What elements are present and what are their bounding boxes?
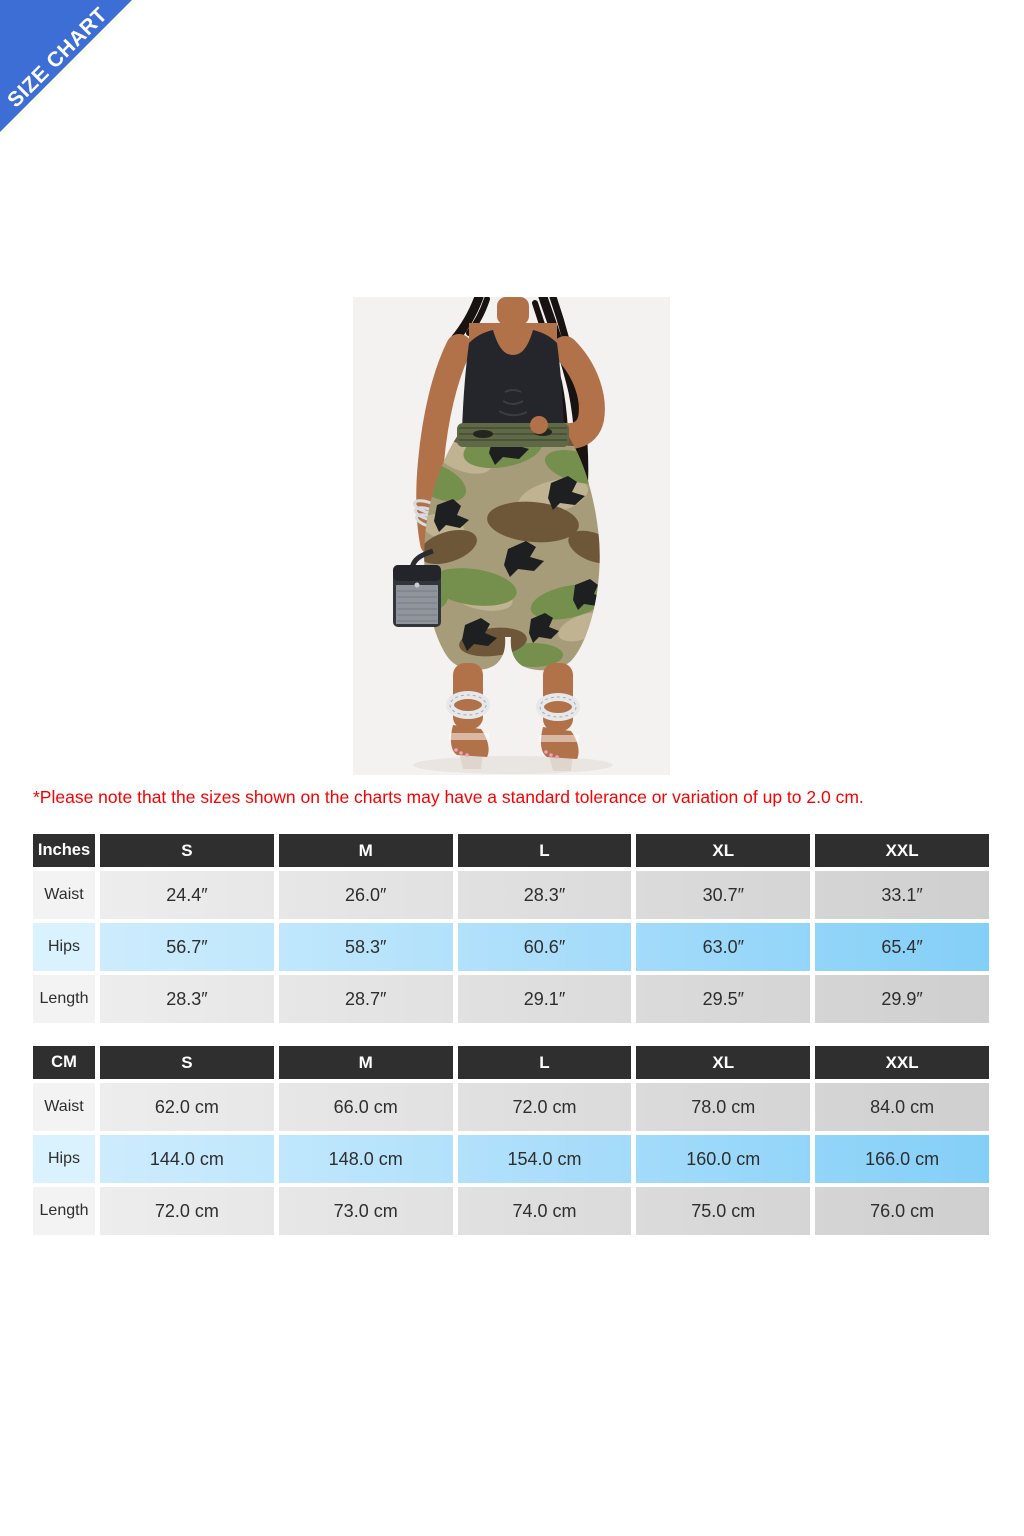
- size-value: 72.0 cm: [458, 1083, 632, 1131]
- row-label: Hips: [33, 923, 95, 971]
- size-value: 28.3″: [100, 975, 274, 1023]
- size-value: 24.4″: [100, 871, 274, 919]
- size-table-cm: [33, 1046, 989, 1235]
- size-value: 30.7″: [636, 871, 810, 919]
- row-label: Length: [33, 1187, 95, 1235]
- row-label: Waist: [33, 1083, 95, 1131]
- product-photo: [353, 297, 670, 775]
- size-column-header: M: [279, 1046, 453, 1079]
- model-illustration: [353, 297, 670, 775]
- size-value: 58.3″: [279, 923, 453, 971]
- size-value: 72.0 cm: [100, 1187, 274, 1235]
- ribbon-label: SIZE CHART: [3, 3, 113, 113]
- unit-header: CM: [33, 1046, 95, 1079]
- size-table-inches: [33, 834, 989, 1023]
- size-value: 56.7″: [100, 923, 274, 971]
- size-value: 160.0 cm: [636, 1135, 810, 1183]
- size-value: 66.0 cm: [279, 1083, 453, 1131]
- row-label: Hips: [33, 1135, 95, 1183]
- size-value: 74.0 cm: [458, 1187, 632, 1235]
- size-column-header: M: [279, 834, 453, 867]
- size-value: 29.9″: [815, 975, 989, 1023]
- size-value: 63.0″: [636, 923, 810, 971]
- size-value: 62.0 cm: [100, 1083, 274, 1131]
- size-value: 75.0 cm: [636, 1187, 810, 1235]
- tolerance-note: *Please note that the sizes shown on the charts may have a standard tolerance or variation of up to 2.0 cm.: [33, 787, 864, 807]
- row-label: Waist: [33, 871, 95, 919]
- size-value: 28.7″: [279, 975, 453, 1023]
- size-value: 84.0 cm: [815, 1083, 989, 1131]
- size-value: 29.1″: [458, 975, 632, 1023]
- size-chart-ribbon: [0, 0, 132, 132]
- size-column-header: XL: [636, 1046, 810, 1079]
- size-value: 144.0 cm: [100, 1135, 274, 1183]
- size-value: 29.5″: [636, 975, 810, 1023]
- row-label: Length: [33, 975, 95, 1023]
- floor-shadow: [413, 756, 613, 774]
- size-column-header: XL: [636, 834, 810, 867]
- size-value: 26.0″: [279, 871, 453, 919]
- size-value: 65.4″: [815, 923, 989, 971]
- hand-at-waist: [530, 416, 548, 434]
- size-value: 33.1″: [815, 871, 989, 919]
- size-value: 73.0 cm: [279, 1187, 453, 1235]
- size-value: 148.0 cm: [279, 1135, 453, 1183]
- size-column-header: XXL: [815, 1046, 989, 1079]
- size-value: 78.0 cm: [636, 1083, 810, 1131]
- size-column-header: XXL: [815, 834, 989, 867]
- size-value: 166.0 cm: [815, 1135, 989, 1183]
- size-column-header: S: [100, 834, 274, 867]
- waistband: [457, 423, 569, 447]
- size-value: 154.0 cm: [458, 1135, 632, 1183]
- size-column-header: S: [100, 1046, 274, 1079]
- size-value: 28.3″: [458, 871, 632, 919]
- size-column-header: L: [458, 834, 632, 867]
- unit-header: Inches: [33, 834, 95, 867]
- size-column-header: L: [458, 1046, 632, 1079]
- size-value: 60.6″: [458, 923, 632, 971]
- size-value: 76.0 cm: [815, 1187, 989, 1235]
